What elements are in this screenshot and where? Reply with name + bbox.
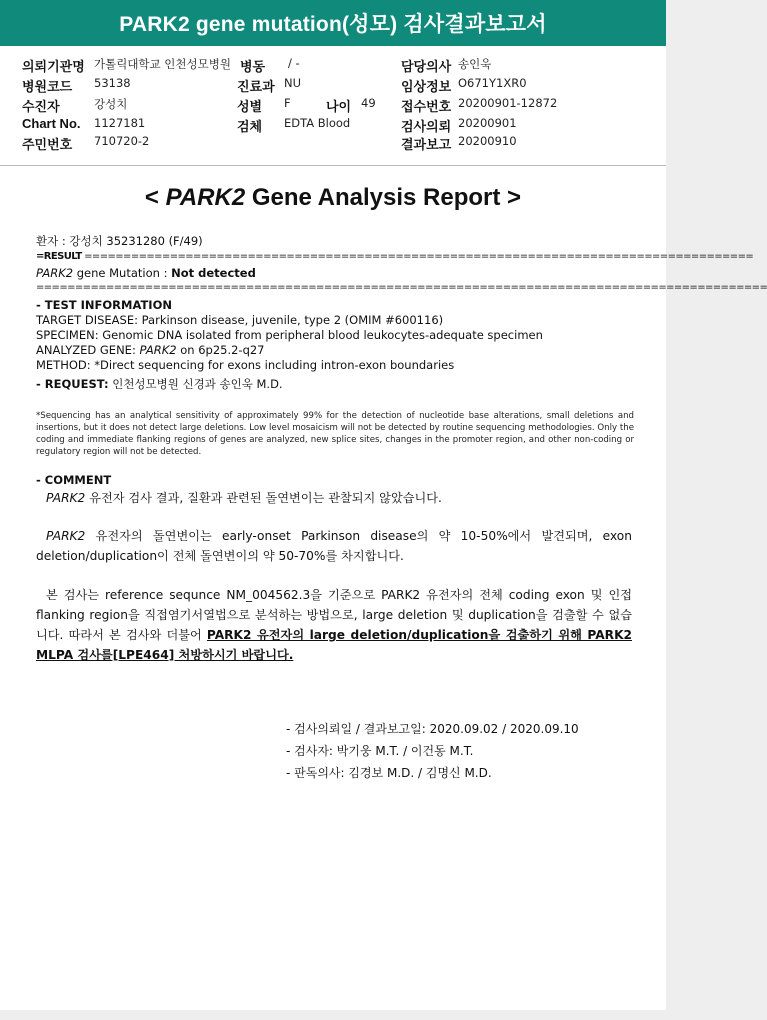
report-title-rest: Gene Analysis Report > bbox=[245, 184, 522, 211]
bottom-strip bbox=[0, 1010, 666, 1020]
info-label: Chart No. bbox=[22, 116, 81, 131]
target-disease: TARGET DISEASE: Parkinson disease, juvenile, type 2 (OMIM #600116) bbox=[36, 313, 444, 327]
info-value: O671Y1XR0 bbox=[458, 76, 527, 90]
result-gene: PARK2 bbox=[36, 266, 74, 280]
result-label: =RESULT bbox=[36, 251, 82, 262]
divider bbox=[0, 165, 666, 166]
info-value: F bbox=[284, 96, 291, 110]
info-label: 주민번호 bbox=[22, 137, 73, 152]
info-value: 49 bbox=[361, 96, 376, 110]
sign-doctor: - 판독의사: 김경보 M.D. / 김명신 M.D. bbox=[286, 766, 492, 780]
patient-info-block bbox=[0, 46, 666, 166]
info-row bbox=[0, 116, 666, 135]
comment1-gene: PARK2 bbox=[46, 491, 86, 505]
info-row bbox=[0, 76, 666, 95]
comment3-text: 본 검사는 reference sequnce NM_004562.3을 기준으로 PARK2 유전자의 전체 coding exon 및 인접 flanking region을 직접염기서열법으로 분석하는 방법으로, large deletion 및 duplication을 검출할 수 없습니다. 따라서 본 검사와 더불어 bbox=[36, 588, 632, 642]
comment1-text: 유전자 검사 결과, 질환과 관련된 돌연변이는 관찰되지 않았습니다. bbox=[85, 491, 442, 505]
info-value: 가톨릭대학교 인천성모병원 bbox=[94, 57, 231, 71]
info-value: 20200910 bbox=[458, 134, 517, 148]
comment2-gene: PARK2 bbox=[46, 529, 86, 543]
comment2-text: 유전자의 돌연변이는 early-onset Parkinson disease의 약 10-50%에서 발견되며, exon deletion/duplication이 전체 돌연변이의 약 50-70%를 차지합니다. bbox=[36, 529, 632, 563]
info-label: 성별 bbox=[237, 99, 263, 114]
result-text: gene Mutation : bbox=[73, 266, 172, 280]
info-value: 20200901-12872 bbox=[458, 96, 558, 110]
result-value: Not detected bbox=[171, 266, 256, 280]
info-label: 나이 bbox=[326, 99, 352, 114]
info-label: 임상정보 bbox=[401, 79, 452, 94]
info-value: EDTA Blood bbox=[284, 116, 351, 130]
report-title bbox=[0, 184, 666, 212]
comment-paragraph-1 bbox=[36, 488, 632, 508]
info-value: 710720-2 bbox=[94, 134, 150, 148]
info-label: 결과보고 bbox=[401, 137, 452, 152]
report-title-gene: PARK2 bbox=[165, 184, 246, 211]
separator-line: ============================================================================================== bbox=[36, 282, 767, 293]
info-row bbox=[0, 56, 666, 75]
patient-line: 환자 : 강성치 35231280 (F/49) bbox=[36, 234, 203, 248]
result-separator: =RESULT ====================================================================================== bbox=[36, 251, 754, 262]
info-value: / - bbox=[288, 56, 300, 70]
info-label: 접수번호 bbox=[401, 99, 452, 114]
page-title: PARK2 gene mutation(성모) 검사결과보고서 bbox=[119, 13, 547, 36]
info-value: 송인욱 bbox=[458, 57, 492, 71]
method: METHOD: *Direct sequencing for exons including intron-exon boundaries bbox=[36, 358, 455, 372]
specimen: SPECIMEN: Genomic DNA isolated from peripheral blood leukocytes-adequate specimen bbox=[36, 328, 543, 342]
info-label: 진료과 bbox=[237, 79, 275, 94]
report-title-prefix: < bbox=[144, 184, 166, 211]
info-label: 수진자 bbox=[22, 99, 60, 114]
sign-tester: - 검사자: 박기웅 M.T. / 이건동 M.T. bbox=[286, 744, 474, 758]
info-label: 담당의사 bbox=[401, 59, 452, 74]
analyzed-gene-name: PARK2 bbox=[139, 343, 177, 357]
info-value: NU bbox=[284, 76, 302, 90]
info-label: 병원코드 bbox=[22, 79, 73, 94]
comment-heading: - COMMENT bbox=[36, 473, 112, 487]
comment3-emphasis: PARK2 유전자의 large deletion/duplication을 검출하기 위해 PARK2 MLPA 검사를[LPE464] 처방하시기 바랍니다. bbox=[36, 628, 632, 662]
test-info-heading: - TEST INFORMATION bbox=[36, 298, 172, 312]
analyzed-gene-prefix: ANALYZED GENE: bbox=[36, 343, 140, 357]
request-value: 인천성모병원 신경과 송인욱 M.D. bbox=[112, 377, 283, 391]
disclaimer: *Sequencing has an analytical sensitivity of approximately 99% for the detection of nucleotide base alterations, small deletions and insertions, but it does not detect large deletions. Low level mosaicism will not be detected by routine sequencing methodologies. Only the coding and immediate flanking regions of genes are analyzed, new splice sites, changes in the promoter region, and other non-coding or regulatory region will not be detected. bbox=[36, 411, 634, 457]
info-value: 1127181 bbox=[94, 116, 146, 130]
request-heading: - REQUEST: bbox=[36, 377, 109, 391]
info-value: 강성치 bbox=[94, 97, 128, 111]
comment-paragraph-3 bbox=[36, 585, 632, 665]
info-label: 검체 bbox=[237, 119, 263, 134]
info-row bbox=[0, 134, 666, 153]
info-label: 의뢰기관명 bbox=[22, 59, 85, 74]
analyzed-gene-suffix: on 6p25.2-q27 bbox=[176, 343, 265, 357]
result-line bbox=[36, 266, 256, 280]
info-label: 검사의뢰 bbox=[401, 119, 452, 134]
comment-paragraph-2 bbox=[36, 526, 632, 566]
info-label: 병동 bbox=[240, 59, 266, 74]
header-bar bbox=[0, 0, 666, 46]
info-row bbox=[0, 96, 666, 115]
sign-dates: - 검사의뢰일 / 결과보고일: 2020.09.02 / 2020.09.10 bbox=[286, 722, 579, 736]
request-line bbox=[36, 376, 283, 392]
info-value: 53138 bbox=[94, 76, 131, 90]
info-value: 20200901 bbox=[458, 116, 517, 130]
analyzed-gene bbox=[36, 343, 265, 357]
